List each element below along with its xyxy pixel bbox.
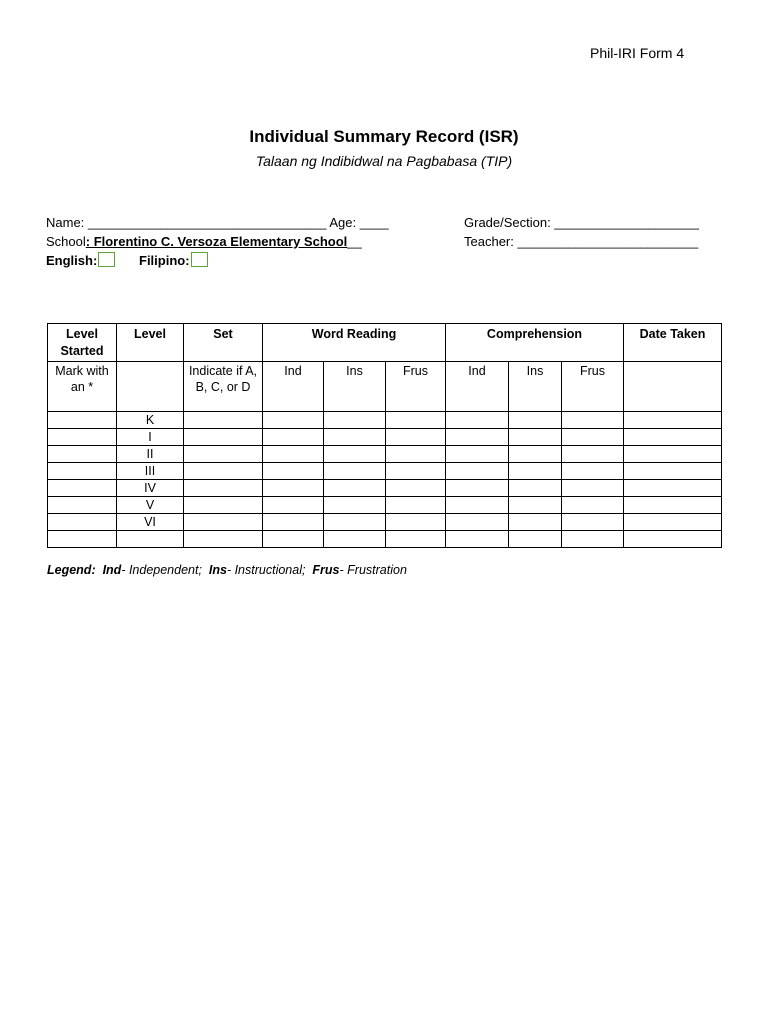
table-cell[interactable]	[263, 429, 324, 446]
table-cell[interactable]	[386, 446, 446, 463]
legend-ins-desc: - Instructional;	[226, 563, 306, 577]
table-cell[interactable]	[562, 429, 624, 446]
table-row	[48, 429, 722, 446]
filipino-option[interactable]	[139, 252, 208, 268]
level-cell: II	[117, 446, 184, 463]
table-row	[48, 463, 722, 480]
table-cell[interactable]	[446, 446, 509, 463]
table-row	[48, 446, 722, 463]
table-cell[interactable]	[48, 497, 117, 514]
table-cell[interactable]	[263, 531, 324, 548]
filipino-checkbox[interactable]	[191, 252, 208, 267]
teacher-field[interactable]: Teacher: _________________________	[464, 234, 699, 249]
wr-ind-header: Ind	[263, 362, 324, 412]
legend-label: Legend:	[47, 563, 96, 577]
table-cell[interactable]	[263, 514, 324, 531]
table-subheader-row	[48, 362, 722, 412]
table-cell[interactable]	[386, 514, 446, 531]
table-cell[interactable]	[263, 480, 324, 497]
table-cell[interactable]	[184, 514, 263, 531]
level-cell: VI	[117, 514, 184, 531]
table-header-row	[48, 324, 722, 362]
table-cell[interactable]	[624, 429, 722, 446]
table-cell[interactable]	[324, 463, 386, 480]
legend-frus: Frus	[312, 563, 340, 577]
table-cell[interactable]	[446, 480, 509, 497]
level-cell: I	[117, 429, 184, 446]
table-cell[interactable]	[48, 429, 117, 446]
level-cell: K	[117, 412, 184, 429]
table-cell[interactable]	[263, 412, 324, 429]
table-cell[interactable]	[446, 497, 509, 514]
table-cell[interactable]	[386, 497, 446, 514]
summary-table	[47, 323, 722, 548]
table-cell[interactable]	[386, 463, 446, 480]
school-value: : Florentino C. Versoza Elementary School	[85, 234, 348, 249]
table-cell[interactable]	[324, 412, 386, 429]
school-underline: __	[347, 234, 362, 249]
table-cell[interactable]	[386, 531, 446, 548]
table-cell[interactable]	[324, 480, 386, 497]
table-cell[interactable]	[263, 463, 324, 480]
table-row	[48, 497, 722, 514]
col-date-taken: Date Taken	[624, 324, 722, 362]
level-cell	[117, 531, 184, 548]
table-cell[interactable]	[324, 531, 386, 548]
table-cell[interactable]	[624, 531, 722, 548]
table-cell[interactable]	[324, 446, 386, 463]
school-label: School	[46, 234, 86, 249]
table-cell[interactable]	[562, 463, 624, 480]
table-row	[48, 514, 722, 531]
table-cell[interactable]	[184, 497, 263, 514]
table-cell[interactable]	[386, 480, 446, 497]
comp-frus-header: Frus	[562, 362, 624, 412]
page-subtitle: Talaan ng Indibidwal na Pagbabasa (TIP)	[255, 153, 513, 169]
table-cell[interactable]	[263, 497, 324, 514]
table-cell[interactable]	[117, 362, 184, 412]
school-field[interactable]	[46, 234, 362, 249]
table-cell[interactable]	[562, 446, 624, 463]
legend-ind: Ind	[102, 563, 122, 577]
english-option[interactable]	[46, 252, 115, 268]
table-cell[interactable]	[263, 446, 324, 463]
comp-ins-header: Ins	[509, 362, 562, 412]
table-cell[interactable]	[48, 531, 117, 548]
legend-frus-desc: - Frustration	[339, 563, 407, 577]
table-cell[interactable]	[184, 429, 263, 446]
table-cell[interactable]	[509, 497, 562, 514]
table-cell[interactable]	[48, 446, 117, 463]
table-cell[interactable]	[509, 531, 562, 548]
wr-frus-header: Frus	[386, 362, 446, 412]
form-number-label: Phil-IRI Form 4	[590, 45, 685, 61]
legend-ind-desc: - Independent;	[121, 563, 202, 577]
grade-section-field[interactable]: Grade/Section: ____________________	[464, 215, 699, 230]
table-row	[48, 412, 722, 429]
table-cell[interactable]	[624, 446, 722, 463]
table-cell[interactable]	[386, 412, 446, 429]
level-cell: V	[117, 497, 184, 514]
table-cell[interactable]	[48, 514, 117, 531]
table-cell[interactable]	[509, 514, 562, 531]
table-cell[interactable]	[48, 412, 117, 429]
table-cell[interactable]	[562, 497, 624, 514]
table-cell[interactable]	[624, 463, 722, 480]
col-set: Set	[184, 324, 263, 362]
table-cell[interactable]	[324, 429, 386, 446]
level-cell: IV	[117, 480, 184, 497]
table-cell[interactable]	[562, 480, 624, 497]
legend-ins: Ins	[208, 563, 227, 577]
table-cell[interactable]	[184, 446, 263, 463]
table-cell[interactable]	[446, 514, 509, 531]
table-cell[interactable]	[509, 412, 562, 429]
level-cell: III	[117, 463, 184, 480]
table-cell[interactable]	[446, 463, 509, 480]
table-cell[interactable]	[446, 531, 509, 548]
english-label: English:	[46, 253, 98, 268]
legend	[47, 563, 407, 577]
table-cell[interactable]	[446, 429, 509, 446]
col-level-started: Level Started	[48, 324, 117, 362]
table-cell[interactable]	[509, 429, 562, 446]
table-cell[interactable]	[509, 446, 562, 463]
table-row	[48, 480, 722, 497]
table-cell[interactable]	[624, 480, 722, 497]
mark-instruction: Mark with an *	[48, 362, 117, 412]
col-level: Level	[117, 324, 184, 362]
table-cell[interactable]	[446, 412, 509, 429]
filipino-label: Filipino:	[139, 253, 190, 268]
table-cell[interactable]	[184, 463, 263, 480]
page-title: Individual Summary Record (ISR)	[249, 127, 519, 146]
table-cell[interactable]	[624, 514, 722, 531]
table-cell[interactable]	[562, 531, 624, 548]
table-cell[interactable]	[562, 412, 624, 429]
table-cell[interactable]	[624, 412, 722, 429]
english-checkbox[interactable]	[98, 252, 115, 267]
table-cell[interactable]	[48, 480, 117, 497]
table-cell[interactable]	[48, 463, 117, 480]
table-cell[interactable]	[624, 497, 722, 514]
table-cell[interactable]	[562, 514, 624, 531]
comp-ind-header: Ind	[446, 362, 509, 412]
table-row	[48, 531, 722, 548]
name-age-field[interactable]: Name: _________________________________ Age: ____	[46, 215, 389, 230]
table-cell[interactable]	[509, 480, 562, 497]
table-cell[interactable]	[184, 480, 263, 497]
col-comprehension: Comprehension	[446, 324, 624, 362]
table-cell[interactable]	[386, 429, 446, 446]
table-cell[interactable]	[509, 463, 562, 480]
table-cell[interactable]	[324, 514, 386, 531]
table-cell[interactable]	[324, 497, 386, 514]
table-cell[interactable]	[184, 531, 263, 548]
table-cell[interactable]	[624, 362, 722, 412]
wr-ins-header: Ins	[324, 362, 386, 412]
col-word-reading: Word Reading	[263, 324, 446, 362]
table-cell[interactable]	[184, 412, 263, 429]
set-instruction: Indicate if A, B, C, or D	[184, 362, 263, 412]
